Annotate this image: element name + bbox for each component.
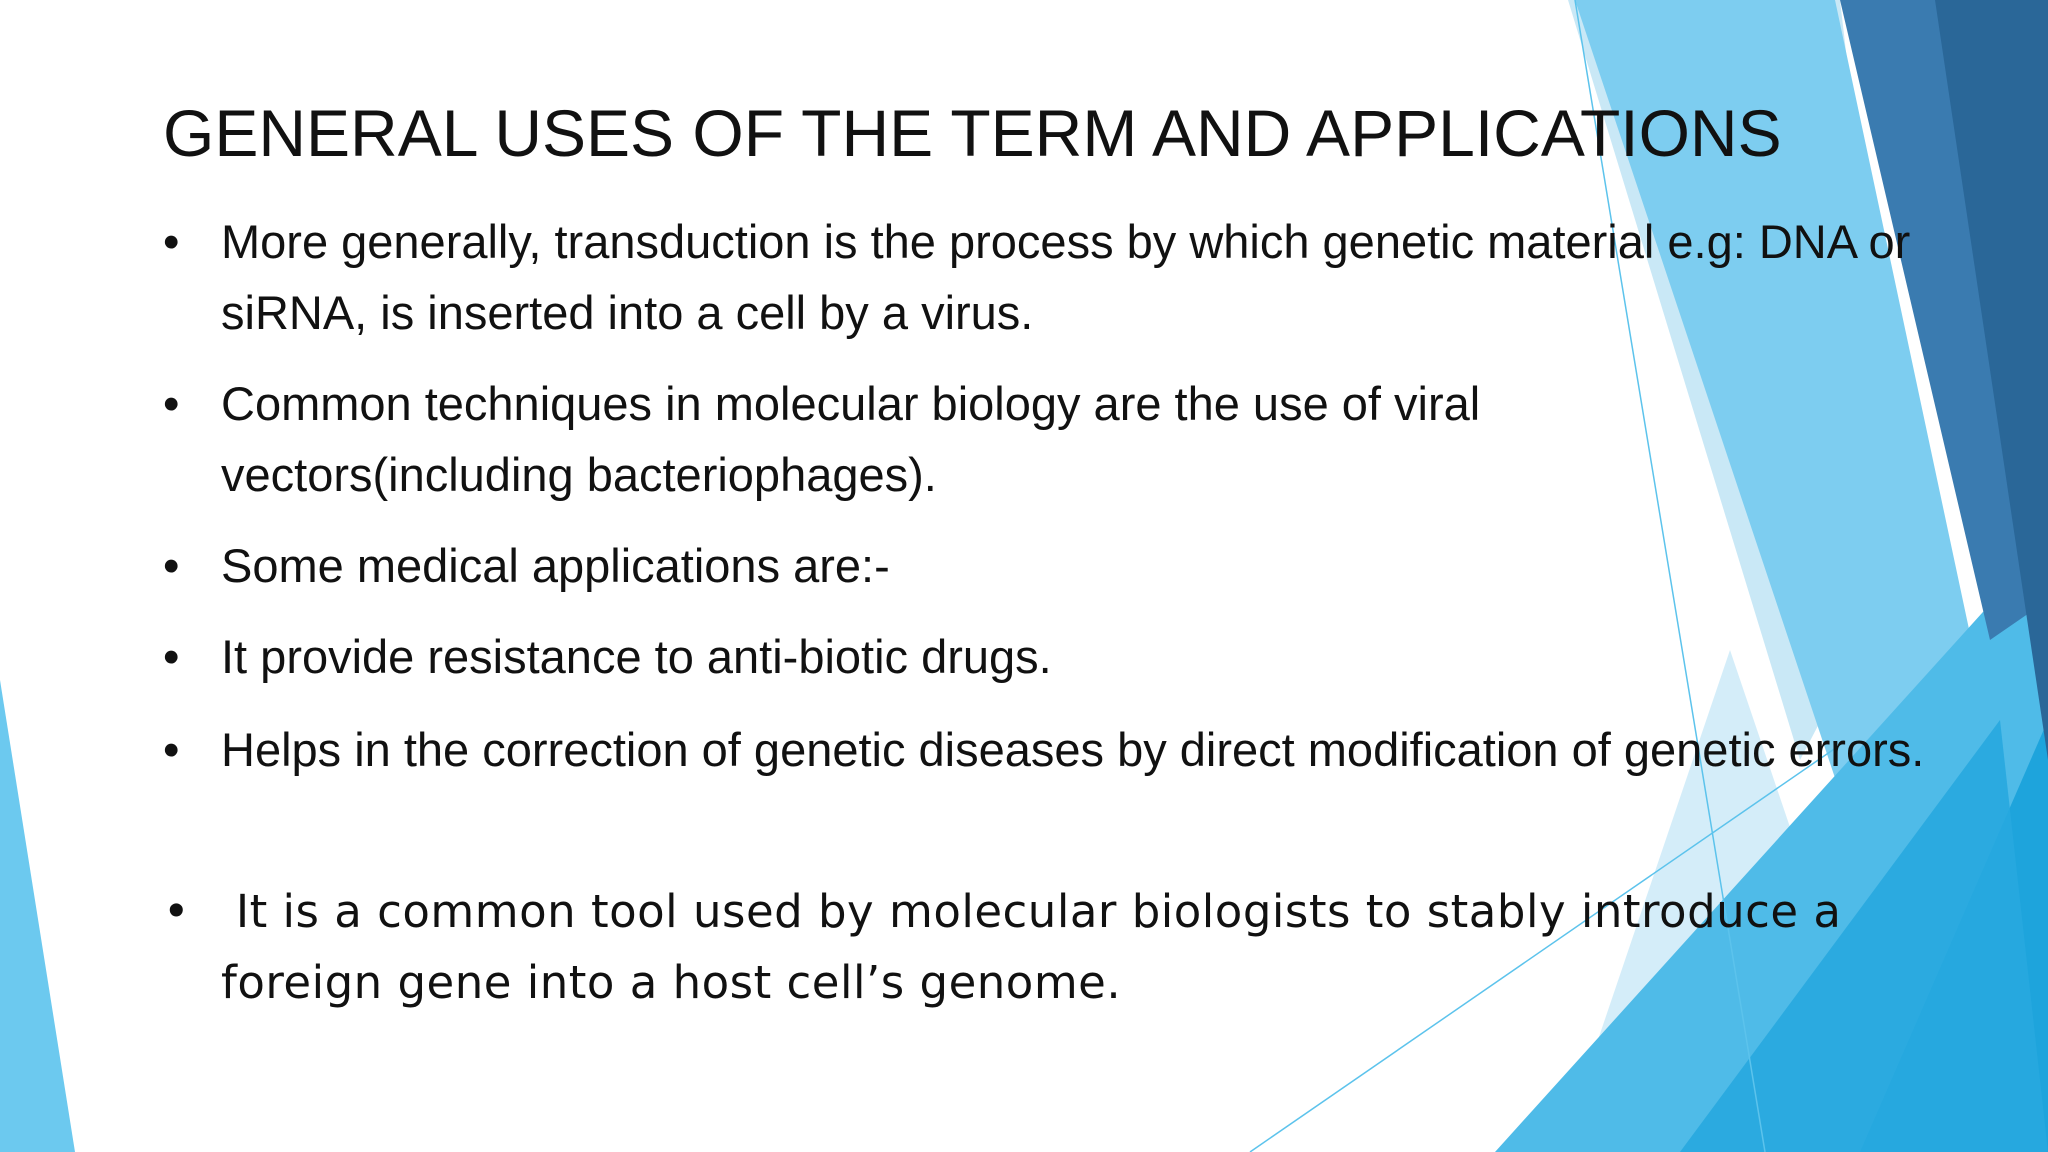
bullet-marker: •	[163, 539, 180, 592]
bullet-item	[163, 206, 1961, 348]
slide-title: GENERAL USES OF THE TERM AND APPLICATIONS	[163, 96, 1782, 170]
bullet-text: Some medical applications are:-	[221, 539, 890, 592]
bullet-marker: •	[163, 723, 180, 776]
bullet-text: Helps in the correction of genetic diseases by direct modification of genetic errors.	[221, 723, 1925, 776]
bullet-item	[163, 621, 1943, 692]
bullet-marker: •	[163, 215, 180, 268]
bullet-item	[163, 714, 1981, 856]
bullet-marker: •	[163, 630, 180, 683]
left-edge-facet	[0, 680, 75, 1152]
bullet-text: It is a common tool used by molecular biologists to stably introduce a foreign gene into a host cell’s genome.	[221, 885, 1857, 1009]
bullet-item	[163, 368, 1781, 510]
bullet-text: More generally, transduction is the process by which genetic material e.g: DNA or siRNA, is inserted into a cell by a virus.	[221, 215, 1911, 339]
bullet-item	[163, 876, 1921, 1018]
bullet-marker: •	[163, 885, 191, 938]
bullet-text: Common techniques in molecular biology are the use of viral vectors(including bacteriophages).	[221, 377, 1481, 501]
bullet-marker: •	[163, 377, 180, 430]
bullet-list	[163, 206, 1943, 1018]
bullet-text: It provide resistance to anti-biotic drugs.	[221, 630, 1052, 683]
bullet-item	[163, 530, 1943, 601]
